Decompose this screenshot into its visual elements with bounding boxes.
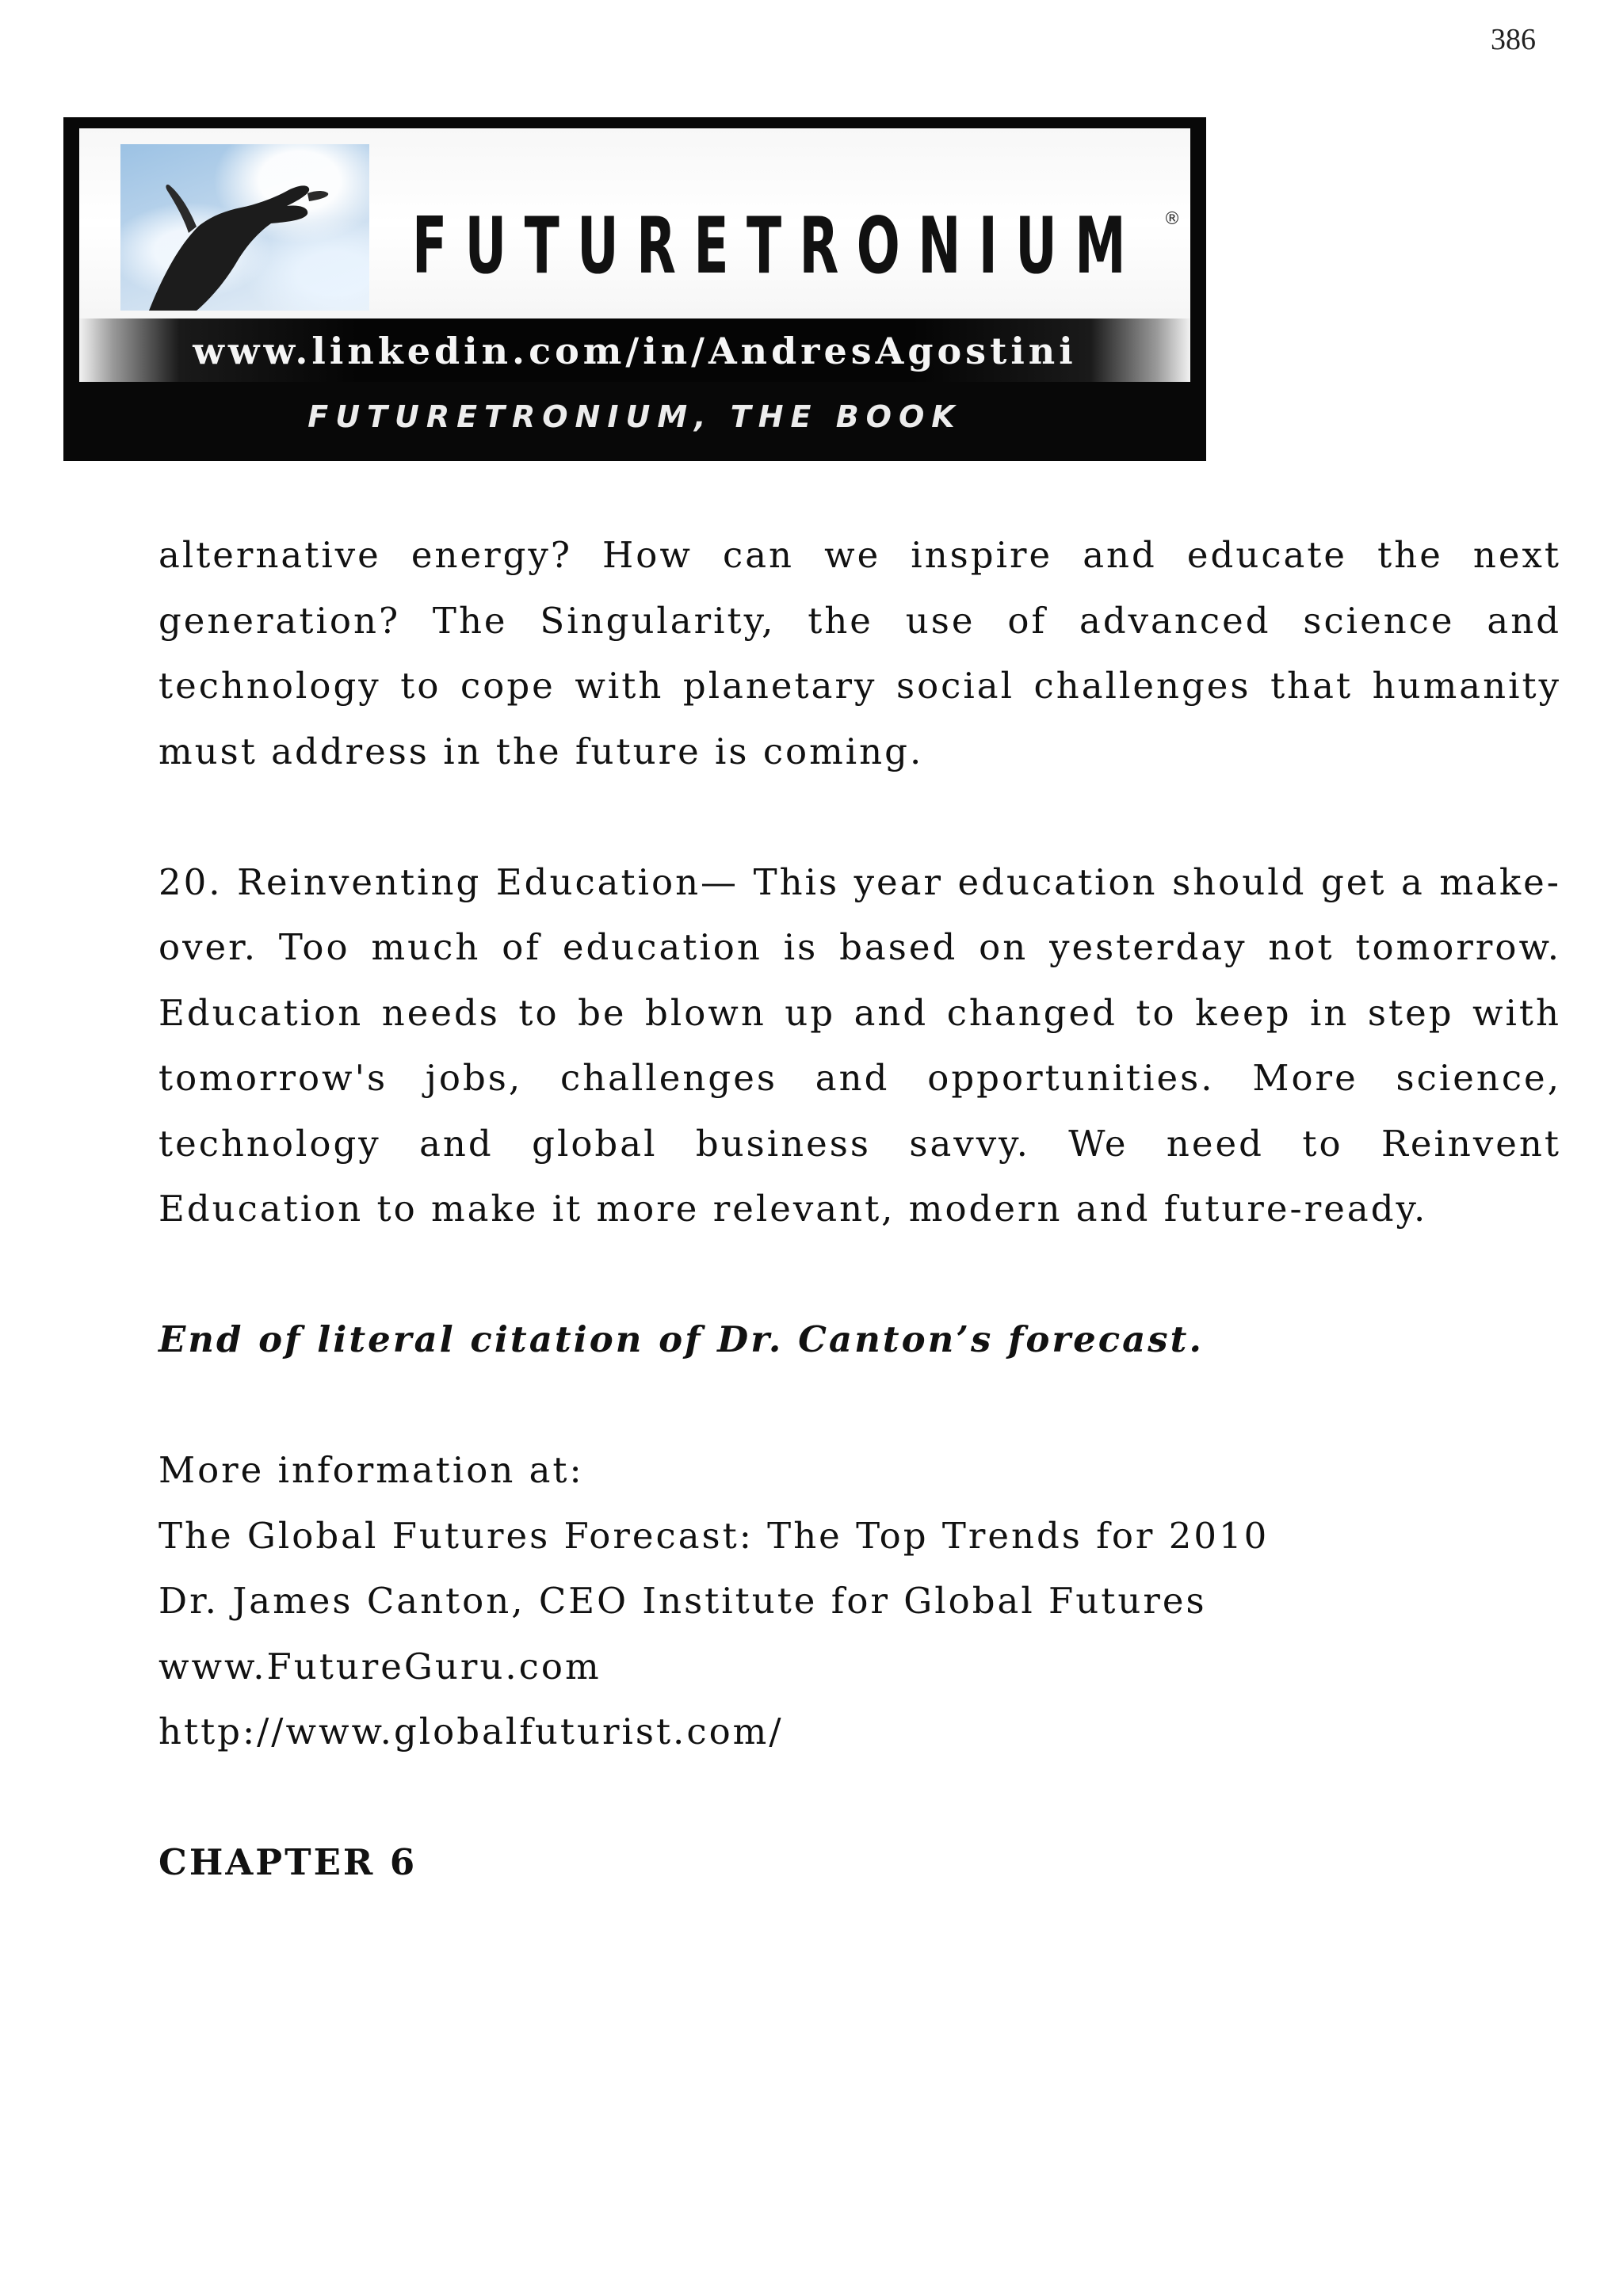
spacer bbox=[158, 1765, 1561, 1831]
reaching-hand-icon bbox=[120, 144, 369, 311]
end-citation-note: End of literal citation of Dr. Canton’s forecast. bbox=[158, 1318, 1205, 1360]
spacer bbox=[158, 784, 1561, 850]
sky-hand-image bbox=[120, 144, 369, 311]
more-info-website-2: http://www.globalfuturist.com/ bbox=[158, 1711, 784, 1753]
banner-title: FUTURETRONIUM bbox=[412, 201, 1144, 292]
futuretronium-banner bbox=[63, 117, 1206, 461]
more-info-author: Dr. James Canton, CEO Institute for Global Futures bbox=[158, 1580, 1207, 1622]
spacer bbox=[158, 1242, 1561, 1308]
page-body bbox=[158, 523, 1561, 1896]
registered-mark: ® bbox=[1163, 209, 1181, 229]
paragraph-2: 20. Reinventing Education— This year education should get a make-over. Too much of education is based on yesterday not tomorrow. Education needs to be blown up and changed to keep in step with tomorrow's jobs, challenges and opportunities. More science, technology and global business savvy. We need to Reinvent Education to make it more relevant, modern and future-ready. bbox=[158, 860, 1561, 1230]
spacer bbox=[158, 1373, 1561, 1439]
more-info-forecast-title: The Global Futures Forecast: The Top Trends for 2010 bbox=[158, 1514, 1270, 1557]
banner-url: www.linkedin.com/in/AndresAgostini bbox=[193, 330, 1077, 372]
more-info-website-1: www.FutureGuru.com bbox=[158, 1645, 601, 1688]
page-number: 386 bbox=[1491, 23, 1536, 56]
banner-url-band bbox=[79, 318, 1190, 382]
more-info-heading: More information at: bbox=[158, 1449, 584, 1491]
paragraph-1: alternative energy? How can we inspire and educate the next generation? The Singularity, the use of advanced science and technology to cope with planetary social challenges that humanity must address in the future is coming. bbox=[158, 534, 1561, 772]
banner-subtitle: FUTURETRONIUM, THE BOOK bbox=[307, 399, 962, 434]
chapter-heading: CHAPTER 6 bbox=[158, 1841, 418, 1883]
